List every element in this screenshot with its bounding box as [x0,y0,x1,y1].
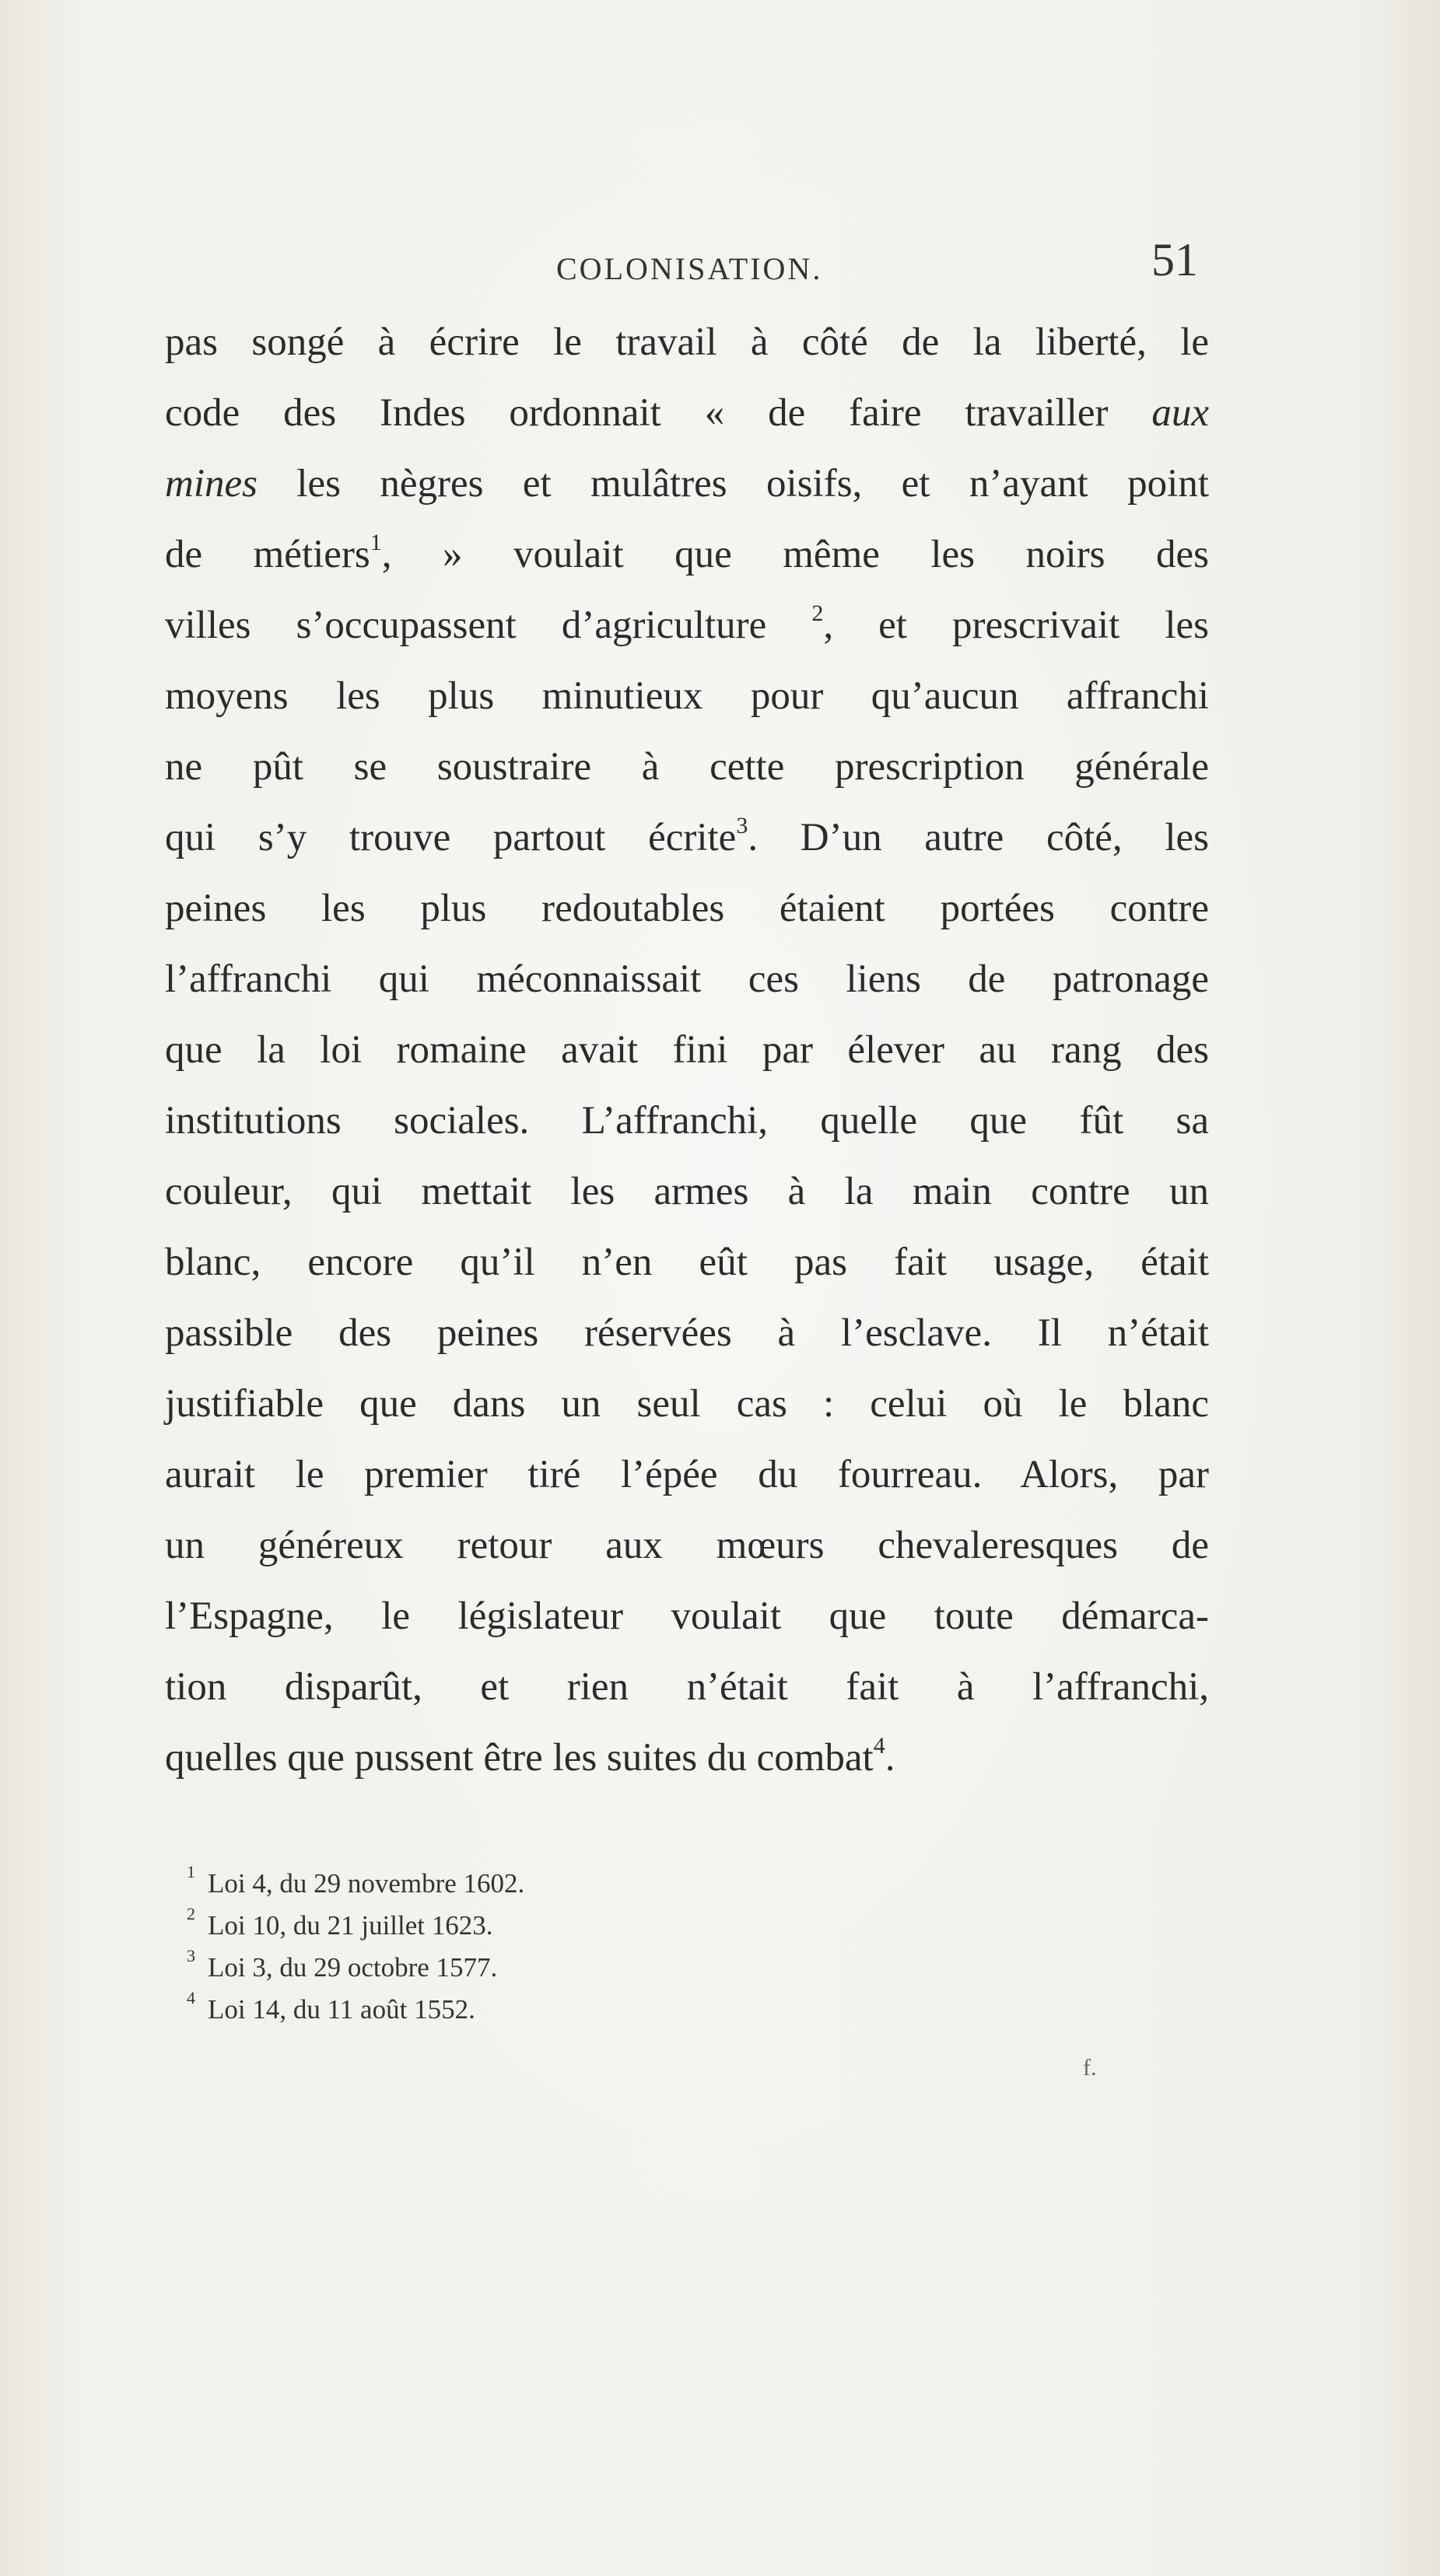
text-line: que la loi romaine avait fini par élever au rang des [165,1028,1209,1072]
text-line: mines les nègres et mulâtres oisifs, et n’ayant point [165,462,1209,506]
text-line: justifiable que dans un seul cas : celui où le blanc [165,1382,1209,1426]
footnote-marker: 1 [187,1862,195,1882]
italic-text: mines [165,462,258,506]
text-line: tion disparût, et rien n’était fait à l’affranchi, [165,1665,1209,1709]
text-line: ne pût se soustraire à cette prescription générale [165,745,1209,789]
running-head-title: COLONISATION. [556,251,823,286]
footnotes [187,1863,887,2031]
footnote-text: Loi 10, du 21 juillet 1623. [208,1910,493,1941]
footnote [187,1947,887,1989]
footnote-marker: 2 [187,1904,195,1924]
text-line: code des Indes ordonnait « de faire travailler aux [165,391,1209,435]
footnote-marker: 3 [187,1946,195,1966]
text-line: qui s’y trouve partout écrite$^3$. D’un autre côté, les [165,813,1209,859]
page-number: 51 [1151,234,1198,285]
footnote [187,1989,887,2031]
footnote-reference: 2 [811,600,824,626]
footnote [187,1863,887,1905]
italic-text: aux [1151,391,1209,435]
text-line: passible des peines réservées à l’esclave. Il n’était [165,1311,1209,1355]
footnote-text: Loi 4, du 29 novembre 1602. [208,1868,525,1899]
footnote-text: Loi 14, du 11 août 1552. [208,1994,475,2025]
text-line: pas songé à écrire le travail à côté de la liberté, le [165,320,1209,364]
text-line: l’Espagne, le législateur voulait que toute démarca- [165,1594,1209,1638]
text-line: institutions sociales. L’affranchi, quelle que fût sa [165,1099,1209,1143]
text-line: quelles que pussent être les suites du combat$^4$. [165,1733,895,1780]
text-line: blanc, encore qu’il n’en eût pas fait usage, était [165,1241,1209,1284]
footnote [187,1905,887,1947]
text-line: de métiers$^1$, » voulait que même les noirs des [165,530,1210,576]
footnote-marker: 4 [187,1988,195,2008]
running-head [0,233,1440,296]
body-paragraph [165,307,1209,1794]
text-line: villes s’occupassent d’agriculture $^2$, et prescrivait les [165,600,1209,647]
footnote-reference: 1 [370,530,382,555]
text-line: couleur, qui mettait les armes à la main contre un [165,1170,1209,1213]
text-line: l’affranchi qui méconnaissait ces liens de patronage [165,957,1209,1001]
text-line: moyens les plus minutieux pour qu’aucun affranchi [165,674,1209,718]
footnote-reference: 4 [873,1733,885,1759]
text-line: un généreux retour aux mœurs chevaleresques de [165,1524,1209,1567]
text-line: aurait le premier tiré l’épée du fourreau. Alors, par [165,1453,1209,1496]
footnote-reference: 3 [736,813,748,838]
footnote-text: Loi 3, du 29 octobre 1577. [208,1952,498,1983]
text-line: peines les plus redoutables étaient portées contre [165,887,1209,930]
signature-mark: f. [1083,2055,1097,2081]
